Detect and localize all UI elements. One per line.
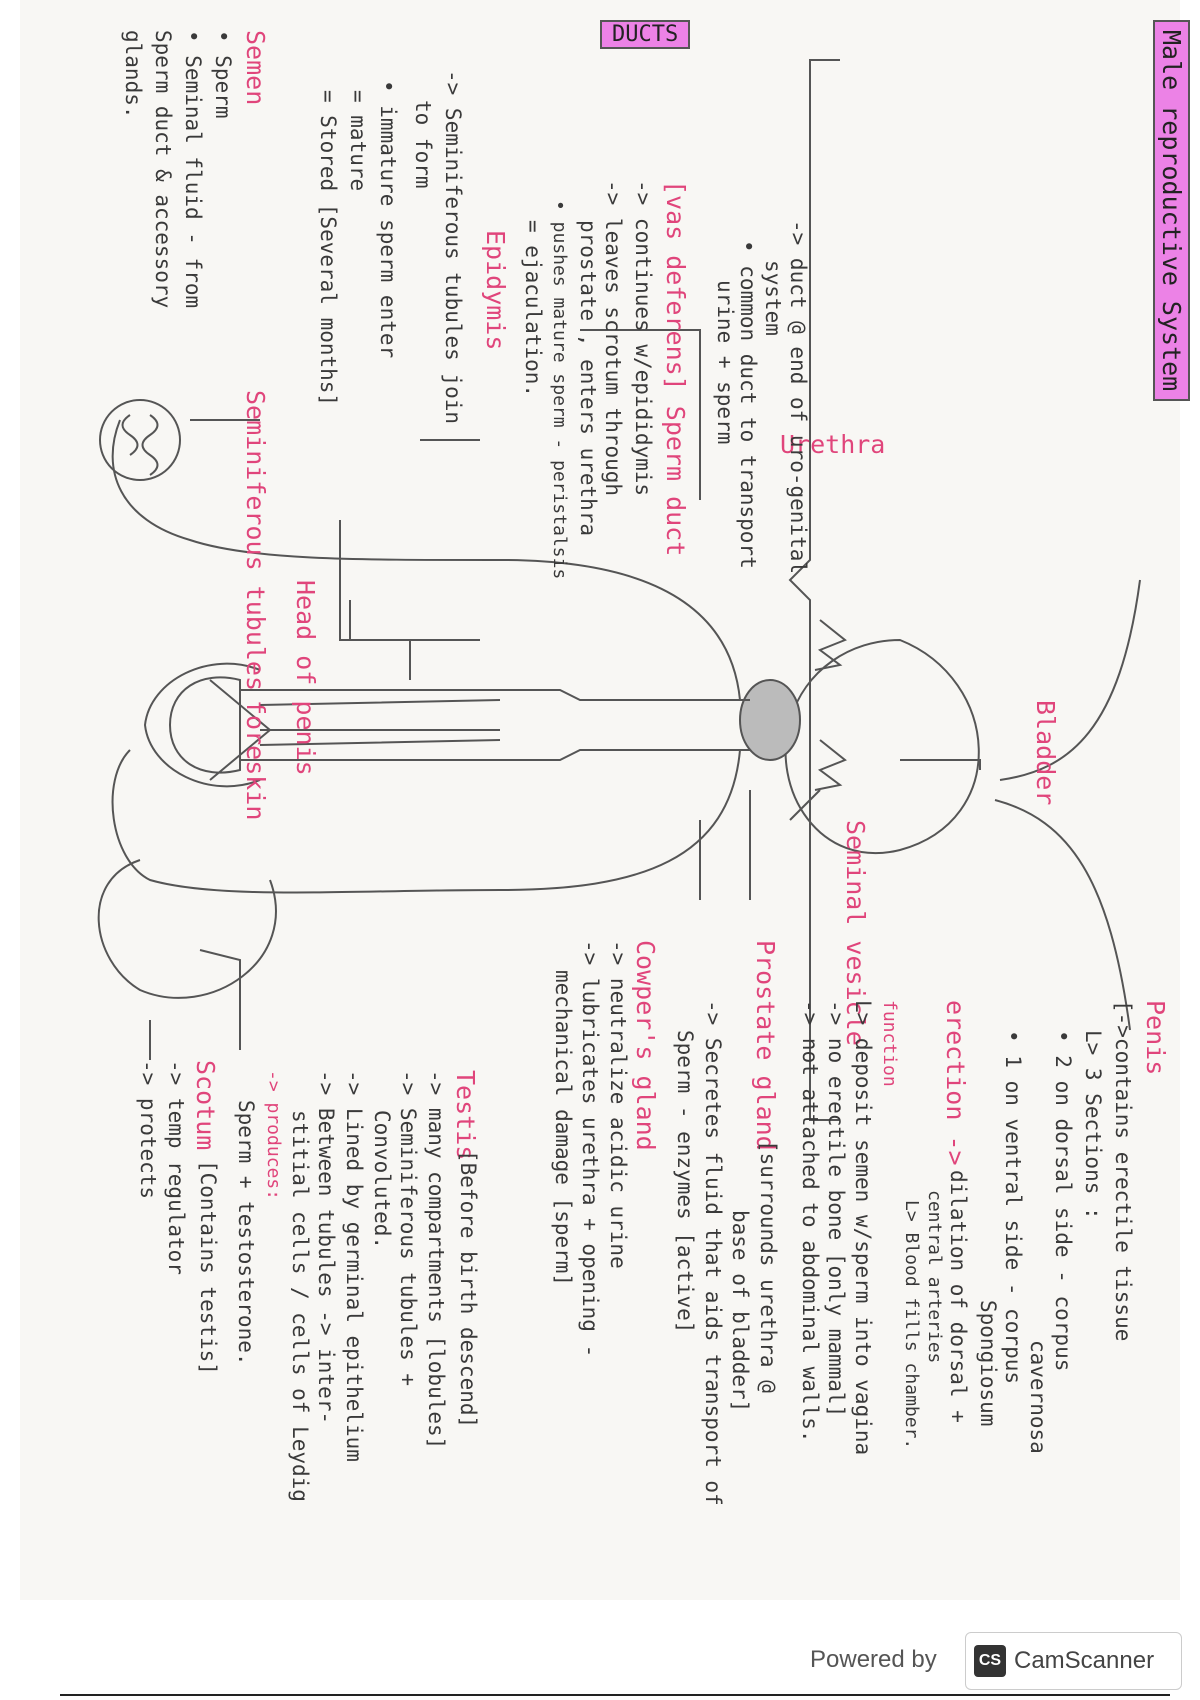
coupers-note-1: -> neutralize acidic urine — [606, 940, 630, 1269]
penis-note-2: L> 3 Sections : — [1081, 1030, 1105, 1220]
erection-note-1: dilation of dorsal + — [946, 1170, 970, 1423]
testis-note-6: stitial cells / cells of Leydig — [288, 1110, 312, 1502]
sperm-duct-note-2: -> leaves scrotum through — [601, 180, 625, 497]
testis-note-3: Convoluted. — [370, 1110, 394, 1250]
testis-note-2: -> Seminiferous tubules + — [396, 1070, 420, 1387]
testis-note-4: -> Lined by germinal epithelium — [342, 1070, 366, 1462]
urethra-label: Urethra — [780, 430, 886, 459]
coupers-note-2: -> lubricates urethra + opening - — [578, 940, 602, 1358]
sperm-duct-label: [vas deferens] Sperm duct — [661, 180, 690, 557]
urethra-leader — [340, 520, 480, 640]
semen-label: Semen — [241, 30, 270, 106]
seminal-vesicle-right — [815, 740, 845, 790]
prostate-note-1: base of bladder] — [728, 1210, 752, 1413]
prostate-note-2: -> Secretes fluid that aids transport of — [701, 1000, 725, 1506]
camscanner-logo-icon: CS — [974, 1645, 1006, 1677]
scrotum-label: Scotum — [191, 1060, 220, 1151]
epididymis-note-3: • immature sperm enter — [376, 80, 400, 359]
sperm-duct-note-5: = ejaculation. — [521, 220, 545, 398]
erection-note-3: L> Blood fills chamber. — [901, 1200, 922, 1450]
erection-label: erection -> — [941, 1000, 970, 1166]
ducts-bracket — [790, 60, 840, 1120]
bladder-leader — [900, 760, 980, 770]
testis-note-7: -> produces: — [263, 1070, 284, 1201]
seminal-vesicle-label: Seminal vesicle — [841, 820, 870, 1046]
left-ureter — [1000, 580, 1140, 780]
epididymis-note-1: -> Seminiferous tubules join — [441, 70, 465, 425]
testis-note-5: -> Between tubules -> inter- — [314, 1070, 338, 1425]
notebook-page — [20, 0, 1186, 1600]
semen-note-3: Sperm duct & accessory — [151, 30, 175, 309]
function-note-1: L> deposit semen w/sperm into vagina — [851, 1000, 875, 1456]
right-ureter — [995, 800, 1130, 1030]
urethra-note-1: -> duct @ end of uro-genital — [786, 220, 810, 575]
function-label: function — [879, 1000, 900, 1087]
penis-note-1: [->contains erectile tissue — [1111, 1000, 1135, 1342]
testis-note-1: -> many compartments [lobules] — [424, 1070, 448, 1450]
scrotum-note-1: -> temp regulator — [164, 1060, 188, 1275]
semen-note-4: glands. — [121, 30, 145, 119]
penis-note-3: • 2 on dorsal side - corpus — [1051, 1030, 1075, 1372]
function-note-2: -> no erectile bone [only mammal] — [824, 1000, 848, 1418]
ducts-heading: DUCTS — [600, 20, 690, 49]
page-title: Male reproductive System — [1153, 20, 1190, 401]
scrotum-leader — [200, 950, 240, 1050]
urethra-note-3: • common duct to transport — [736, 240, 760, 569]
scrotum-suffix: [Contains testis] — [196, 1160, 220, 1375]
penis-note-4: cavernosa — [1026, 1340, 1050, 1454]
penis-note-6: Spongiosum — [976, 1300, 1000, 1427]
camscanner-badge — [965, 1632, 1182, 1690]
semen-note-1: • Sperm — [211, 30, 235, 119]
bladder-label: Bladder — [1031, 700, 1060, 806]
head-leader — [350, 600, 410, 680]
camscanner-name: CamScanner — [1014, 1647, 1155, 1674]
urethra-note-4: urine + sperm — [713, 280, 737, 445]
seminiferous-label: Seminiferous tubules — [241, 390, 270, 692]
scrotum-note-2: -> protects — [136, 1060, 160, 1200]
testis-note-8: Sperm + testosterone. — [234, 1100, 258, 1366]
prostate-label: Prostate gland — [751, 940, 780, 1151]
seminiferous-coil — [123, 415, 158, 475]
rotated-content — [40, 0, 1200, 1600]
testis-suffix: [Before birth descend] — [456, 1150, 480, 1429]
function-note-3: -> not attached to abdominal walls. — [798, 1000, 822, 1443]
testis-outline — [100, 400, 180, 480]
testis-label: Testis — [451, 1070, 480, 1161]
foreskin-label: foreskin — [241, 700, 270, 821]
penis-note-5: • 1 on ventral side - corpus — [1001, 1030, 1025, 1385]
prostate-outline — [740, 680, 800, 760]
coupers-note-3: mechanical damage [sperm] — [551, 970, 575, 1287]
prostate-suffix: [surrounds urethra @ — [756, 1140, 780, 1393]
prostate-note-3: Sperm - enzymes [active] — [673, 1030, 697, 1334]
penis-label: Penis — [1141, 1000, 1170, 1076]
semen-note-2: • Seminal fluid - from — [181, 30, 205, 309]
head-of-penis-label: Head of penis — [291, 580, 320, 776]
epididymis-note-4: = mature — [346, 90, 370, 192]
sperm-duct-note-3: prostate , enters urethra — [576, 220, 600, 537]
bladder-outline — [786, 640, 979, 853]
powered-by-text: Powered by — [810, 1646, 937, 1673]
scrotum-outline — [99, 860, 276, 998]
erection-note-2: central arteries — [924, 1190, 945, 1364]
epididymis-label: Epidymis — [481, 230, 510, 351]
epididymis-note-2: to form — [411, 100, 435, 189]
coupers-label: Cowper's gland — [631, 940, 660, 1151]
urethra-note-2: system — [761, 260, 785, 336]
camscanner-footer — [810, 1632, 1180, 1688]
sperm-duct-note-1: -> continues w/epididymis — [631, 180, 655, 497]
sperm-duct-note-4: • pushes mature sperm - peristalsis — [549, 200, 570, 580]
bottom-rule — [60, 1694, 1170, 1696]
epididymis-note-5: = Stored [Several months] — [316, 90, 340, 407]
glans-outline — [170, 677, 240, 772]
